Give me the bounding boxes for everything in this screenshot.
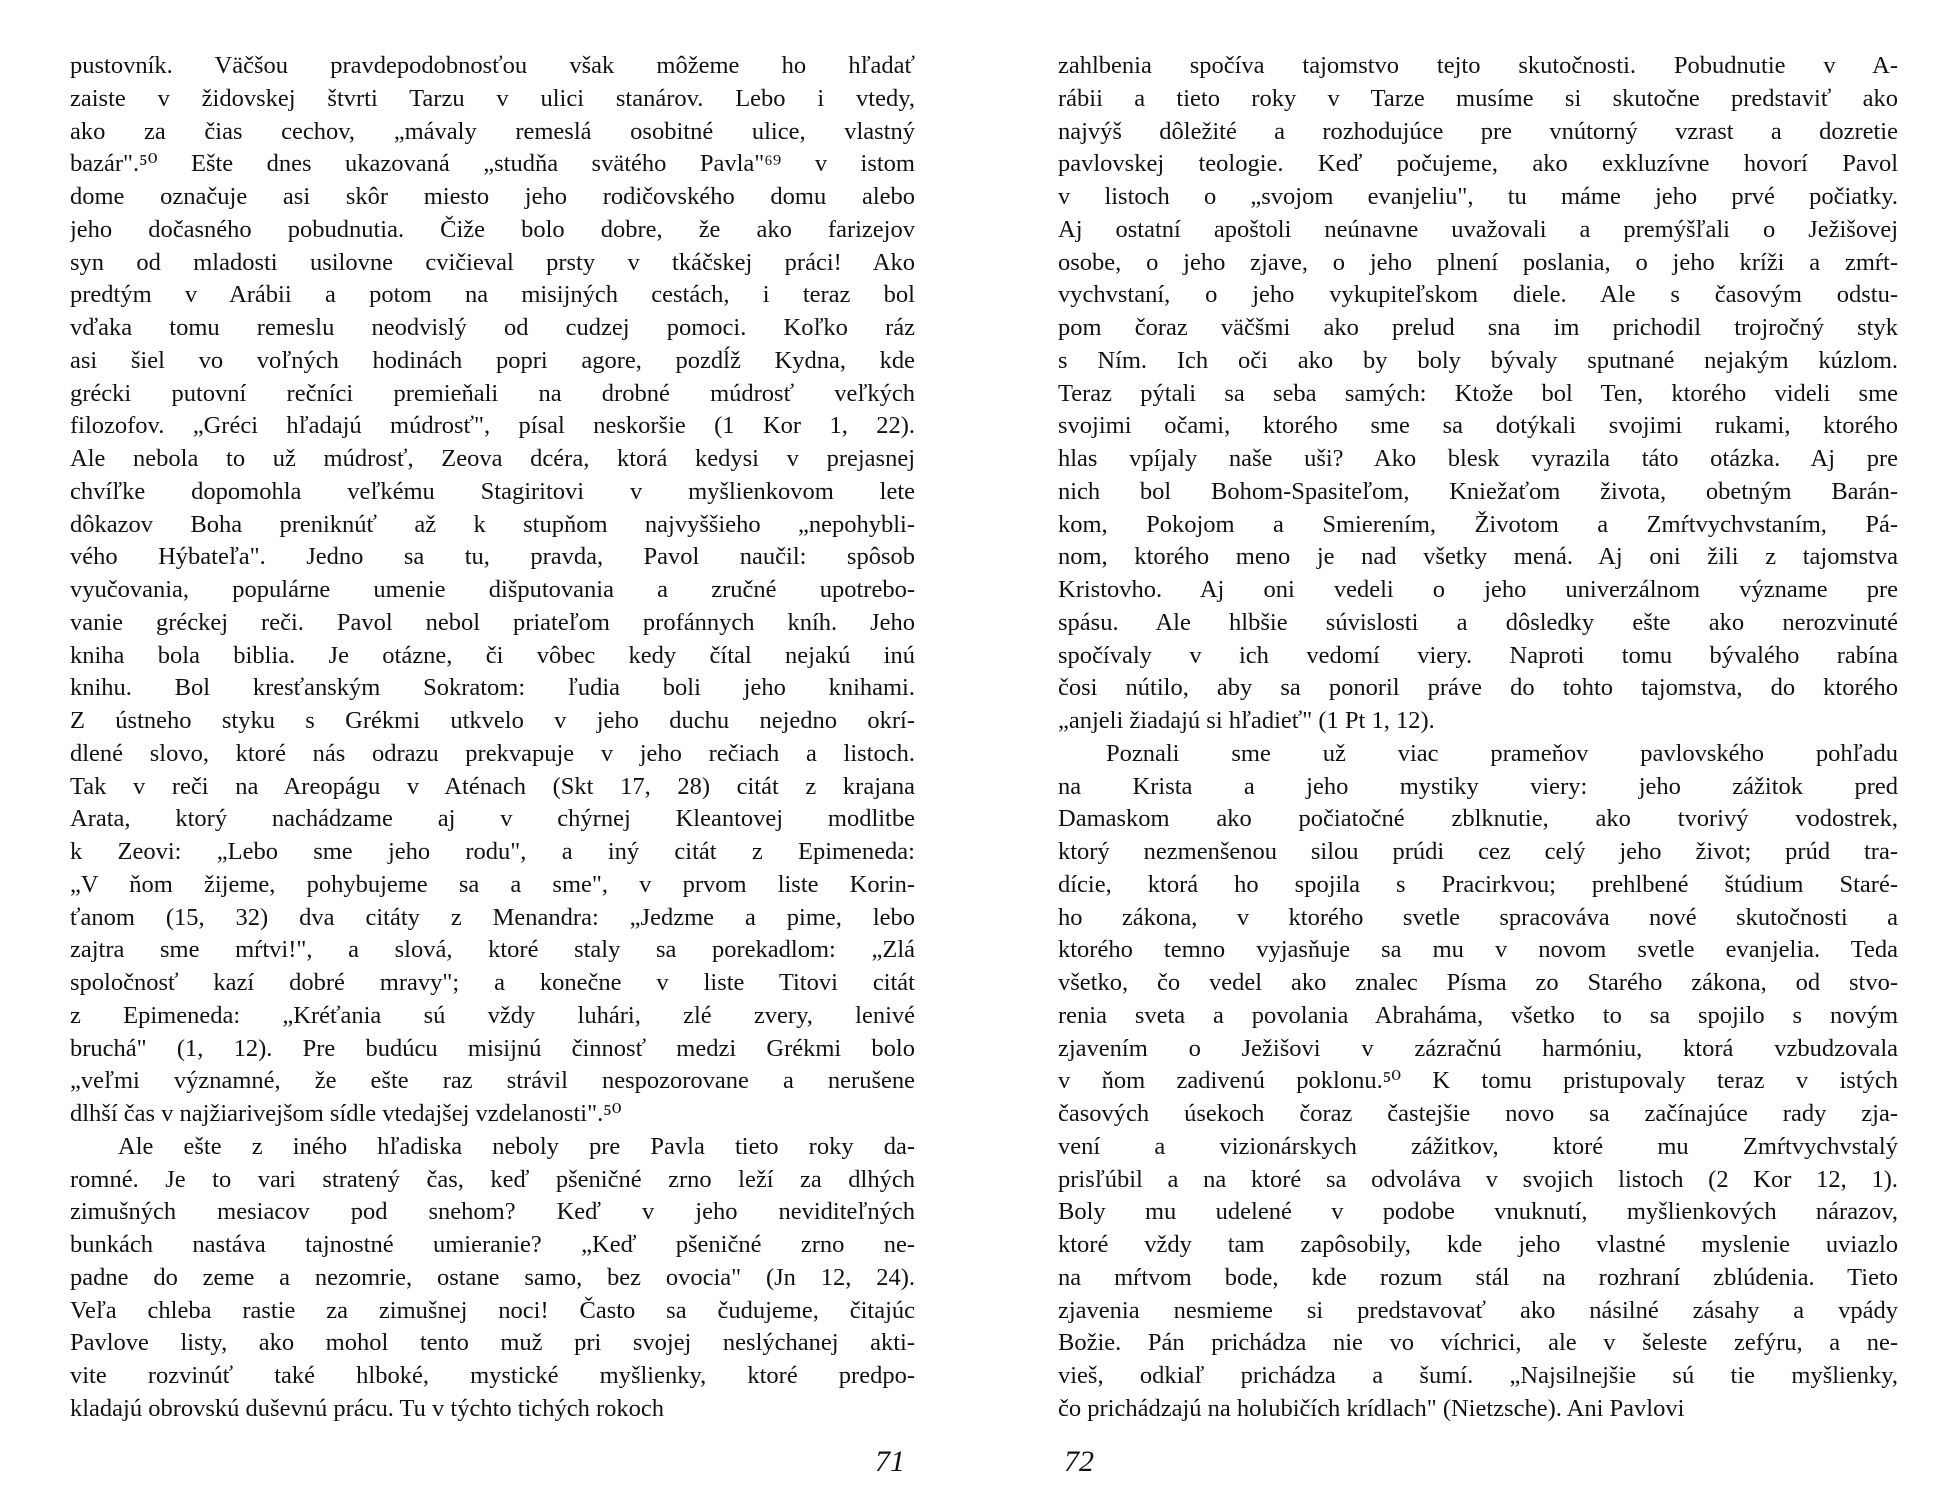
text-line: ako za čias cechov, „mávaly remeslá osobitné ulice, vlastný: [70, 117, 915, 145]
text-line: dôkazov Boha preniknúť až k stupňom najvyššieho „nepohybli-: [70, 510, 915, 538]
text-line: Arata, ktorý nachádzame aj v chýrnej Kleantovej modlitbe: [70, 805, 915, 833]
right-page-text: [1058, 50, 1898, 1426]
text-line: zahlbenia spočíva tajomstvo tejto skutočnosti. Pobudnutie v A-: [1058, 52, 1898, 79]
text-line: vite rozvinúť také hlboké, mystické myšlienky, ktoré predpo-: [70, 1362, 915, 1389]
text-line: na mŕtvom bode, kde rozum stál na rozhraní zblúdenia. Tieto: [1058, 1263, 1898, 1291]
text-line: čo prichádzajú na holubičích krídlach" (Nietzsche). Ani Pavlovi: [1058, 1394, 1685, 1422]
page-number-right: 72: [1064, 1445, 1094, 1478]
text-line: spásu. Ale hlbšie súvislosti a dôsledky ešte ako nerozvinuté: [1058, 608, 1898, 636]
text-line: Ale nebola to už múdrosť, Zeova dcéra, ktorá kedysi v prejasnej: [70, 445, 915, 472]
text-line: Veľa chleba rastie za zimušnej noci! Často sa čudujeme, čitajúc: [70, 1296, 915, 1324]
text-line: „veľmi významné, že ešte raz strávil nespozorovane a nerušene: [70, 1067, 915, 1095]
text-line: svojimi očami, ktorého sme sa dotýkali svojimi rukami, ktorého: [1058, 412, 1898, 440]
text-line: Aj ostatní apoštoli neúnavne uvažovali a premýšľali o Ježišovej: [1058, 215, 1898, 243]
text-line: „anjeli žiadajú si hľadieť" (1 Pt 1, 12).: [1058, 707, 1435, 734]
text-line: Damaskom ako počiatočné zblknutie, ako tvorivý vodostrek,: [1058, 805, 1898, 833]
text-line: jeho dočasného pobudnutia. Čiže bolo dobre, že ako farizejov: [70, 215, 915, 243]
page-number-left: 71: [875, 1445, 905, 1478]
text-line: zjavením o Ježišovi v zázračnú harmóniu, ktorá vzbudzovala: [1058, 1034, 1898, 1062]
text-line: k Zeovi: „Lebo sme jeho rodu", a iný citát z Epimeneda:: [70, 838, 915, 865]
text-line: Boly mu udelené v podobe vnuknutí, myšlienkových nárazov,: [1058, 1198, 1898, 1226]
text-line: Poznali sme už viac prameňov pavlovského pohľadu: [1106, 739, 1898, 767]
text-line: spoločnosť kazí dobré mravy"; a konečne v liste Titovi citát: [70, 969, 915, 996]
text-line: dície, ktorá ho spojila s Pracirkvou; prehlbené štúdium Staré-: [1058, 870, 1898, 898]
text-line: padne do zeme a nezomrie, ostane samo, bez ovocia" (Jn 12, 24).: [70, 1263, 915, 1291]
text-line: Pavlove listy, ako mohol tento muž pri svojej neslýchanej akti-: [70, 1329, 915, 1357]
text-line: zaiste v židovskej štvrti Tarzu v ulici stanárov. Lebo i vtedy,: [70, 84, 915, 112]
text-line: Teraz pýtali sa seba samých: Ktože bol Ten, ktorého videli sme: [1058, 379, 1898, 407]
text-line: chvíľke dopomohla veľkému Stagiritovi v myšlienkovom lete: [70, 477, 915, 505]
text-line: vychvstaní, o jeho vykupiteľskom diele. Ale s časovým odstu-: [1058, 281, 1898, 309]
text-line: predtým v Arábii a potom na misijných cestách, i teraz bol: [70, 281, 915, 309]
text-line: všetko, čo vedel ako znalec Písma zo Starého zákona, od stvo-: [1058, 969, 1898, 996]
text-line: kniha bola biblia. Je otázne, či vôbec kedy čítal nejakú inú: [70, 641, 915, 669]
text-line: dlené slovo, ktoré nás odrazu prekvapuje v jeho rečiach a listoch.: [70, 739, 915, 767]
text-line: ho zákona, v ktorého svetle spracováva nové skutočnosti a: [1058, 903, 1898, 931]
text-line: v ňom zadivenú poklonu.⁵⁰ K tomu pristupovaly teraz v istých: [1058, 1067, 1898, 1095]
text-line: pustovník. Väčšou pravdepodobnosťou však môžeme ho hľadať: [70, 52, 915, 79]
text-line: čosi nútilo, aby sa ponoril práve do tohto tajomstva, do ktorého: [1058, 674, 1898, 702]
text-line: rábii a tieto roky v Tarze musíme si skutočne predstaviť ako: [1058, 84, 1898, 112]
text-line: prisľúbil a na ktoré sa odvoláva v svojich listoch (2 Kor 12, 1).: [1058, 1165, 1898, 1193]
text-line: bruchá" (1, 12). Pre budúcu misijnú činnosť medzi Grékmi bolo: [70, 1034, 915, 1062]
text-line: knihu. Bol kresťanským Sokratom: ľudia boli jeho knihami.: [70, 674, 915, 702]
text-line: kom, Pokojom a Smierením, Životom a Zmŕtvychvstaním, Pá-: [1058, 510, 1898, 538]
text-line: syn od mladosti usilovne cvičieval prsty v tkáčskej práci! Ako: [70, 248, 915, 276]
text-line: bunkách nastáva tajnostné umieranie? „Keď pšeničné zrno ne-: [70, 1231, 915, 1258]
text-line: pavlovskej teologie. Keď počujeme, ako exkluzívne hovorí Pavol: [1058, 150, 1898, 178]
text-line: hlas vpíjaly naše uši? Ako blesk vyrazila táto otázka. Aj pre: [1058, 445, 1898, 472]
text-line: zimušných mesiacov pod snehom? Keď v jeho neviditeľných: [70, 1198, 915, 1226]
text-line: vieš, odkiaľ prichádza a šumí. „Najsilnejšie sú tie myšlienky,: [1058, 1362, 1898, 1389]
text-line: zjavenia nesmieme si predstavovať ako násilné zásahy a vpády: [1058, 1296, 1898, 1324]
text-line: bazár".⁵⁰ Ešte dnes ukazovaná „studňa svätého Pavla"⁶⁹ v istom: [70, 150, 915, 178]
text-line: renia sveta a povolania Abraháma, všetko to sa spojilo s novým: [1058, 1001, 1898, 1029]
text-line: „V ňom žijeme, pohybujeme sa a sme", v prvom liste Korin-: [70, 870, 915, 898]
text-line: filozofov. „Gréci hľadajú múdrosť", písal neskoršie (1 Kor 1, 22).: [70, 412, 915, 440]
text-line: Božie. Pán prichádza nie vo víchrici, ale v šeleste zefýru, a ne-: [1058, 1329, 1898, 1357]
text-line: Z ústneho styku s Grékmi utkvelo v jeho duchu nejedno okrí-: [70, 707, 915, 734]
text-line: romné. Je to vari stratený čas, keď pšeničné zrno leží za dlhých: [70, 1165, 915, 1193]
text-line: zajtra sme mŕtvi!", a slová, ktoré staly sa porekadlom: „Zlá: [70, 936, 915, 964]
left-page-text: [70, 50, 915, 1426]
text-line: ktorého temno vyjasňuje sa mu v novom svetle evanjelia. Teda: [1058, 936, 1898, 964]
text-line: dlhší čas v najžiarivejšom sídle vtedajšej vzdelanosti".⁵⁰: [70, 1100, 622, 1127]
text-line: Ale ešte z iného hľadiska neboly pre Pavla tieto roky da-: [118, 1132, 915, 1160]
text-line: dome označuje asi skôr miesto jeho rodičovského domu alebo: [70, 183, 915, 210]
text-line: pom čoraz väčšmi ako prelud sna im prichodil trojročný styk: [1058, 314, 1898, 341]
right-page: [978, 0, 1956, 1500]
text-line: časových úsekoch čoraz častejšie novo sa začínajúce rady zja-: [1058, 1100, 1898, 1127]
text-line: Tak v reči na Areopágu v Aténach (Skt 17, 28) citát z krajana: [70, 772, 915, 800]
text-line: vyučovania, populárne umenie dišputovania a zručné upotrebo-: [70, 576, 915, 603]
text-line: z Epimeneda: „Kréťania sú vždy luhári, zlé zvery, lenivé: [70, 1001, 915, 1029]
text-line: vanie gréckej reči. Pavol nebol priateľom profánnych kníh. Jeho: [70, 608, 915, 636]
text-line: kladajú obrovskú duševnú prácu. Tu v týchto tichých rokoch: [70, 1394, 665, 1422]
text-line: spočívaly v ich vedomí viery. Naproti tomu bývalého rabína: [1058, 641, 1898, 669]
text-line: grécki putovní rečníci premieňali na drobné múdrosť veľkých: [70, 379, 915, 407]
text-line: na Krista a jeho mystiky viery: jeho zážitok pred: [1058, 772, 1898, 800]
text-line: s Ním. Ich oči ako by boly bývaly sputnané nejakým kúzlom.: [1058, 346, 1898, 374]
text-line: osobe, o jeho zjave, o jeho plnení poslania, o jeho kríži a zmŕt-: [1058, 248, 1898, 276]
text-line: ktoré vždy tam zapôsobily, kde jeho vlastné myslenie uviazlo: [1058, 1231, 1898, 1258]
text-line: vďaka tomu remeslu neodvislý od cudzej pomoci. Koľko ráz: [70, 314, 915, 341]
text-line: najvýš dôležité a rozhodujúce pre vnútorný vzrast a dozretie: [1058, 117, 1898, 145]
text-line: ktorý nezmenšenou silou prúdi cez celý jeho život; prúd tra-: [1058, 838, 1898, 865]
text-line: v listoch o „svojom evanjeliu", tu máme jeho prvé počiatky.: [1058, 183, 1898, 210]
text-line: nom, ktorého meno je nad všetky mená. Aj oni žili z tajomstva: [1058, 543, 1898, 571]
text-line: ťanom (15, 32) dva citáty z Menandra: „Jedzme a pime, lebo: [70, 903, 915, 931]
text-line: vení a vizionárskych zážitkov, ktoré mu Zmŕtvychvstalý: [1058, 1132, 1898, 1160]
text-line: vého Hýbateľa". Jedno sa tu, pravda, Pavol naučil: spôsob: [70, 543, 915, 571]
text-line: nich bol Bohom-Spasiteľom, Kniežaťom života, obetným Barán-: [1058, 477, 1898, 505]
text-line: Kristovho. Aj oni vedeli o jeho univerzálnom význame pre: [1058, 576, 1898, 603]
text-line: asi šiel vo voľných hodinách popri agore, pozdĺž Kydna, kde: [70, 346, 915, 374]
